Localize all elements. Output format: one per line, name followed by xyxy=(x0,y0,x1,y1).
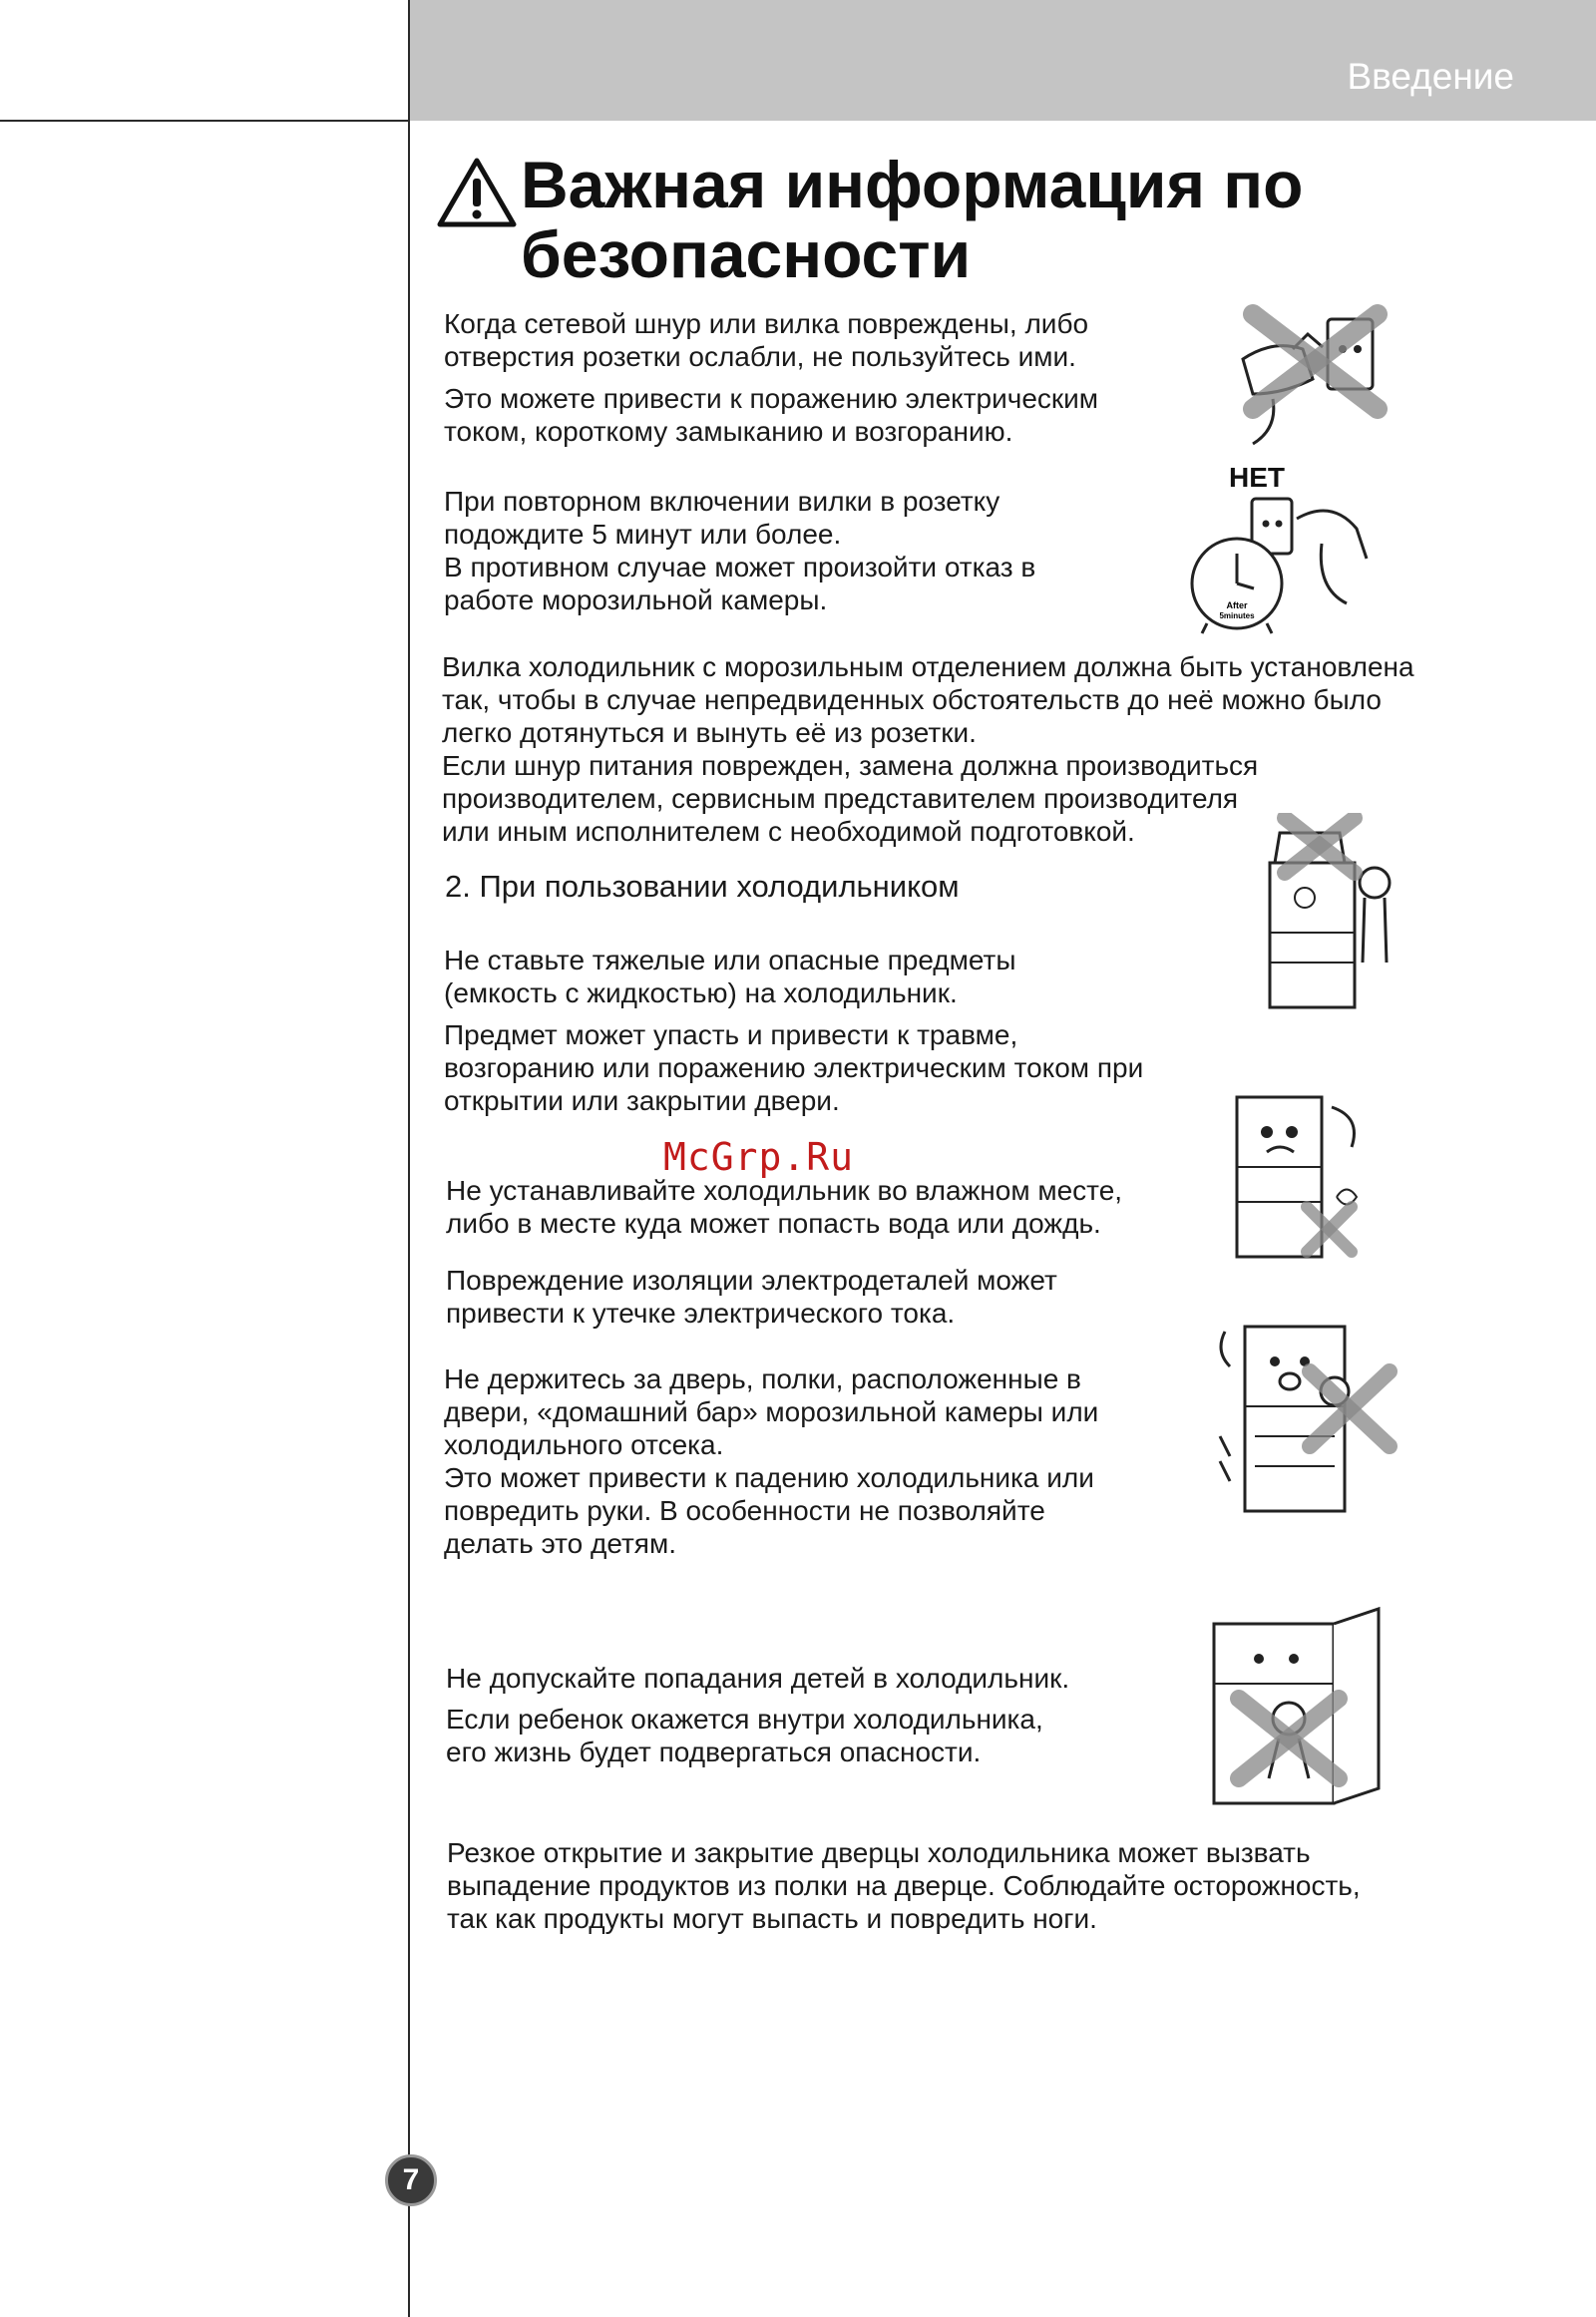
door-hold-text xyxy=(444,1362,1098,1560)
door-hanging-illustration xyxy=(1215,1317,1404,1516)
page-number: 7 xyxy=(385,2154,437,2206)
text-line: работе морозильной камеры. xyxy=(444,584,828,615)
text-line: легко дотянуться и вынуть её из розетки. xyxy=(442,717,977,748)
left-margin-rule xyxy=(408,0,410,2317)
text-line: Не держитесь за дверь, полки, расположенные в xyxy=(444,1363,1081,1394)
net-label: НЕТ xyxy=(1229,462,1285,493)
page-title-line-2: безопасности xyxy=(521,217,972,291)
text-line: Повреждение изоляции электродеталей может xyxy=(446,1265,1057,1296)
text-line: подождите 5 минут или более. xyxy=(444,519,842,550)
text-line: возгоранию или поражению электрическим током при xyxy=(444,1052,1144,1083)
text-line: Не устанавливайте холодильник во влажном месте, xyxy=(446,1175,1123,1206)
children-warning-text xyxy=(446,1662,1069,1768)
moisture-illustration xyxy=(1222,1087,1372,1262)
cord-warning-text xyxy=(444,307,1098,448)
page-title xyxy=(521,150,1304,289)
text-line: производителем, сервисным представителем производителя xyxy=(442,783,1239,814)
text-line: так, чтобы в случае непредвиденных обстоятельств до неё можно было xyxy=(442,684,1382,715)
text-line: Если ребенок окажется внутри холодильника, xyxy=(446,1704,1043,1735)
text-line: отверстия розетки ослабли, не пользуйтесь ими. xyxy=(444,341,1076,372)
text-line: (емкость с жидкостью) на холодильник. xyxy=(444,977,958,1008)
damaged-plug-illustration xyxy=(1233,299,1393,449)
section-2-heading: 2. При пользовании холодильником xyxy=(445,869,960,904)
text-line: Это можете привести к поражению электрическим xyxy=(444,383,1099,414)
warning-icon xyxy=(436,157,518,228)
text-line: либо в месте куда может попасть вода или дождь. xyxy=(446,1208,1101,1239)
moisture-warning-text xyxy=(446,1174,1122,1330)
wait-clock-illustration xyxy=(1182,489,1372,638)
top-left-rule xyxy=(0,120,409,122)
text-line: Не допускайте попадания детей в холодильник. xyxy=(446,1663,1070,1694)
text-line: или иным исполнителем с необходимой подготовкой. xyxy=(442,816,1135,847)
heavy-objects-text xyxy=(444,944,1143,1117)
text-line: так как продукты могут выпасть и повредить ноги. xyxy=(447,1903,1097,1934)
text-line: током, короткому замыканию и возгоранию. xyxy=(444,416,1013,447)
text-line: Предмет может упасть и привести к травме, xyxy=(444,1019,1018,1050)
section-header-bar xyxy=(410,0,1596,121)
text-line: В противном случае может произойти отказ в xyxy=(444,552,1036,582)
text-line: Это может привести к падению холодильника или xyxy=(444,1462,1094,1493)
sudden-open-text xyxy=(447,1836,1361,1935)
text-line: Когда сетевой шнур или вилка повреждены, либо xyxy=(444,308,1089,339)
clock-label-1: After xyxy=(1226,600,1248,610)
section-title: Введение xyxy=(1347,56,1514,97)
text-line: При повторном включении вилки в розетку xyxy=(444,486,1000,517)
heavy-object-illustration xyxy=(1245,813,1395,1012)
text-line: Вилка холодильник с морозильным отделением должна быть установлена xyxy=(442,651,1414,682)
child-in-fridge-illustration xyxy=(1209,1604,1389,1808)
text-line: двери, «домашний бар» морозильной камеры или xyxy=(444,1396,1099,1427)
text-line: выпадение продуктов из полки на дверце. Соблюдайте осторожность, xyxy=(447,1870,1361,1901)
text-line: привести к утечке электрического тока. xyxy=(446,1298,956,1329)
text-line: открытии или закрытии двери. xyxy=(444,1085,840,1116)
text-line: Не ставьте тяжелые или опасные предметы xyxy=(444,945,1016,975)
text-line: Если шнур питания поврежден, замена должна производиться xyxy=(442,750,1259,781)
watermark: McGrp.Ru xyxy=(663,1135,855,1179)
text-line: его жизнь будет подвергаться опасности. xyxy=(446,1737,982,1767)
text-line: повредить руки. В особенности не позволяйте xyxy=(444,1495,1045,1526)
text-line: делать это детям. xyxy=(444,1528,676,1559)
text-line: Резкое открытие и закрытие дверцы холодильника может вызвать xyxy=(447,1837,1311,1868)
text-line: холодильного отсека. xyxy=(444,1429,724,1460)
replug-warning-text xyxy=(444,485,1035,616)
clock-label-2: 5minutes xyxy=(1219,611,1255,620)
page-title-line-1: Важная информация по xyxy=(521,148,1304,221)
